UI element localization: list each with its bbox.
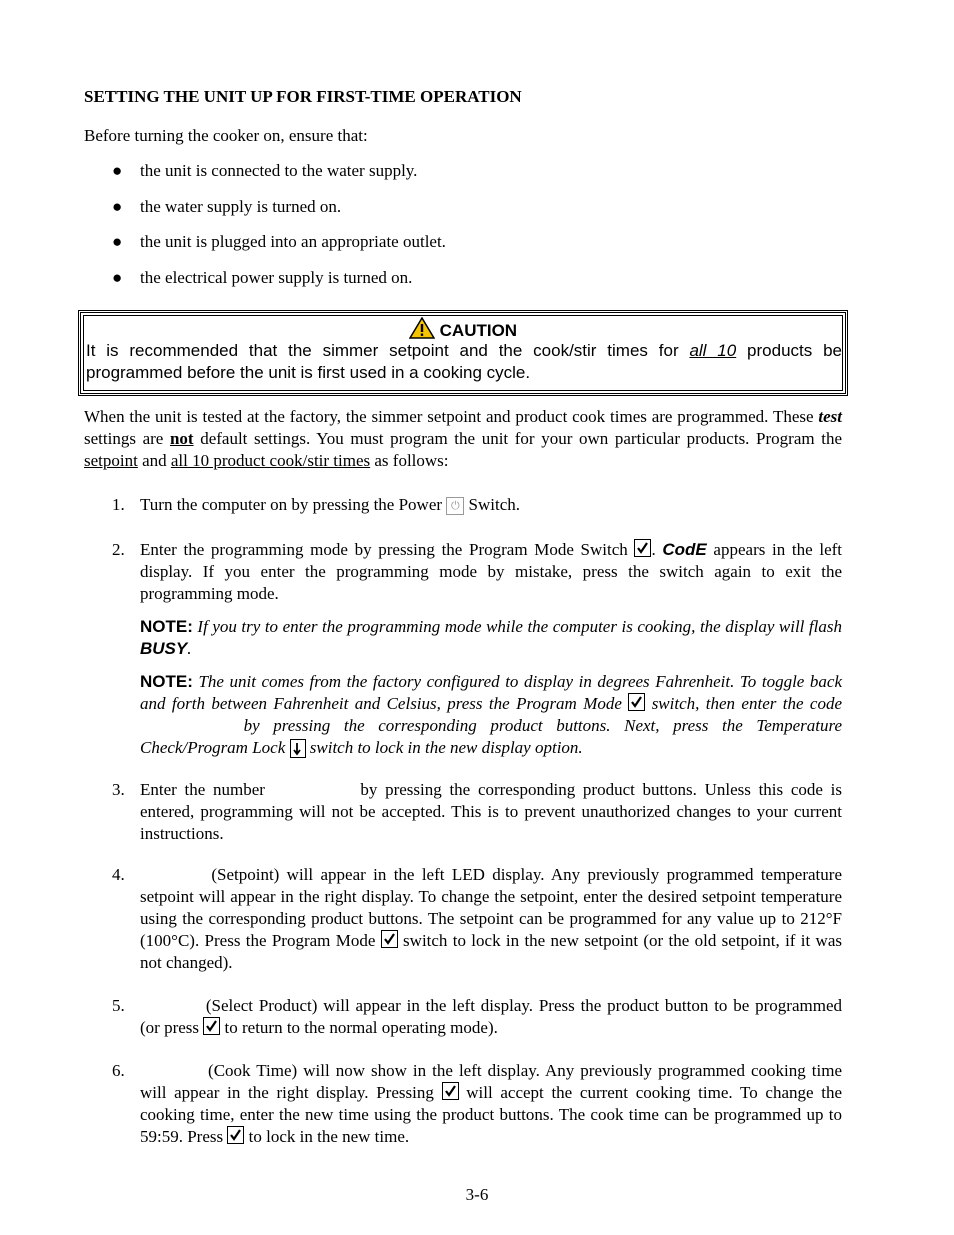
step-2: 2. Enter the programming mode by pressing the Program Mode Switch . CodE appears in the left display. If you enter the programming mode by mistake, press the switch again to exit the programming mode. (112, 540, 843, 603)
step-1: 1. Turn the computer on by pressing the Power ⏻ Switch. (112, 495, 521, 514)
section-heading: SETTING THE UNIT UP FOR FIRST-TIME OPERATION (84, 87, 522, 106)
intro-paragraph: When the unit is tested at the factory, the simmer setpoint and product cook times are programmed. These test settings are not default settings. You must program the unit for your own particular products. Program the setpoint and all 10 product cook/stir times as follows: (84, 407, 842, 470)
power-icon: ⏻ (446, 497, 464, 515)
page-number: 3-6 (465, 1185, 489, 1204)
checkmark-icon (227, 1126, 244, 1144)
checkmark-icon (381, 930, 398, 948)
intro-text: Before turning the cooker on, ensure that: (84, 126, 368, 145)
caution-title: CAUTION (81, 317, 845, 342)
checkmark-icon (628, 693, 645, 711)
step-5: 5. (Select Product) will appear in the left display. Press the product button to be programmed (or press to return to the normal operating mode). (112, 996, 842, 1037)
checkmark-icon (634, 539, 651, 557)
step-4: 4. (Setpoint) will appear in the left LED display. Any previously programmed temperature setpoint will appear in the right display. To change the setpoint, enter the desired setpoint temperature using the corresponding product buttons. The setpoint can be programmed for any value up to 212°F (100°C). Press the Program Mode switch to lock in the new setpoint (or the old setpoint, if it was not changed). (112, 865, 842, 972)
caution-text: It is recommended that the simmer setpoint and the cook/stir times for all 10 products be programmed before the unit is first used in a cooking cycle. (86, 341, 843, 382)
note-fahrenheit: NOTE: The unit comes from the factory configured to display in degrees Fahrenheit. To toggle back and forth between Fahrenheit and Celsius, press the Program Mode switch, then enter the code by pressing the corresponding product buttons. Next, press the Temperature Check/Program Lock switch to lock in the new display option. (140, 672, 842, 757)
checkmark-icon (442, 1082, 459, 1100)
warning-icon (409, 317, 435, 339)
note-busy: NOTE: If you try to enter the programming mode while the computer is cooking, the display will flash BUSY. (140, 617, 842, 658)
step-6: 6. (Cook Time) will now show in the left display. Any previously programmed cooking time will appear in the right display. Pressing will accept the current cooking time. To change the cooking time, enter the new time using the product buttons. The cook time can be programmed up to 59:59. Press to lock in the new time. (112, 1061, 842, 1146)
down-arrow-icon (290, 739, 306, 758)
step-3: 3. Enter the number by pressing the corresponding product buttons. Unless this code is entered, programming will not be accepted. This is to prevent unauthorized changes to your current instructions. (112, 780, 842, 843)
checkmark-icon (203, 1017, 220, 1035)
caution-box (78, 310, 848, 396)
